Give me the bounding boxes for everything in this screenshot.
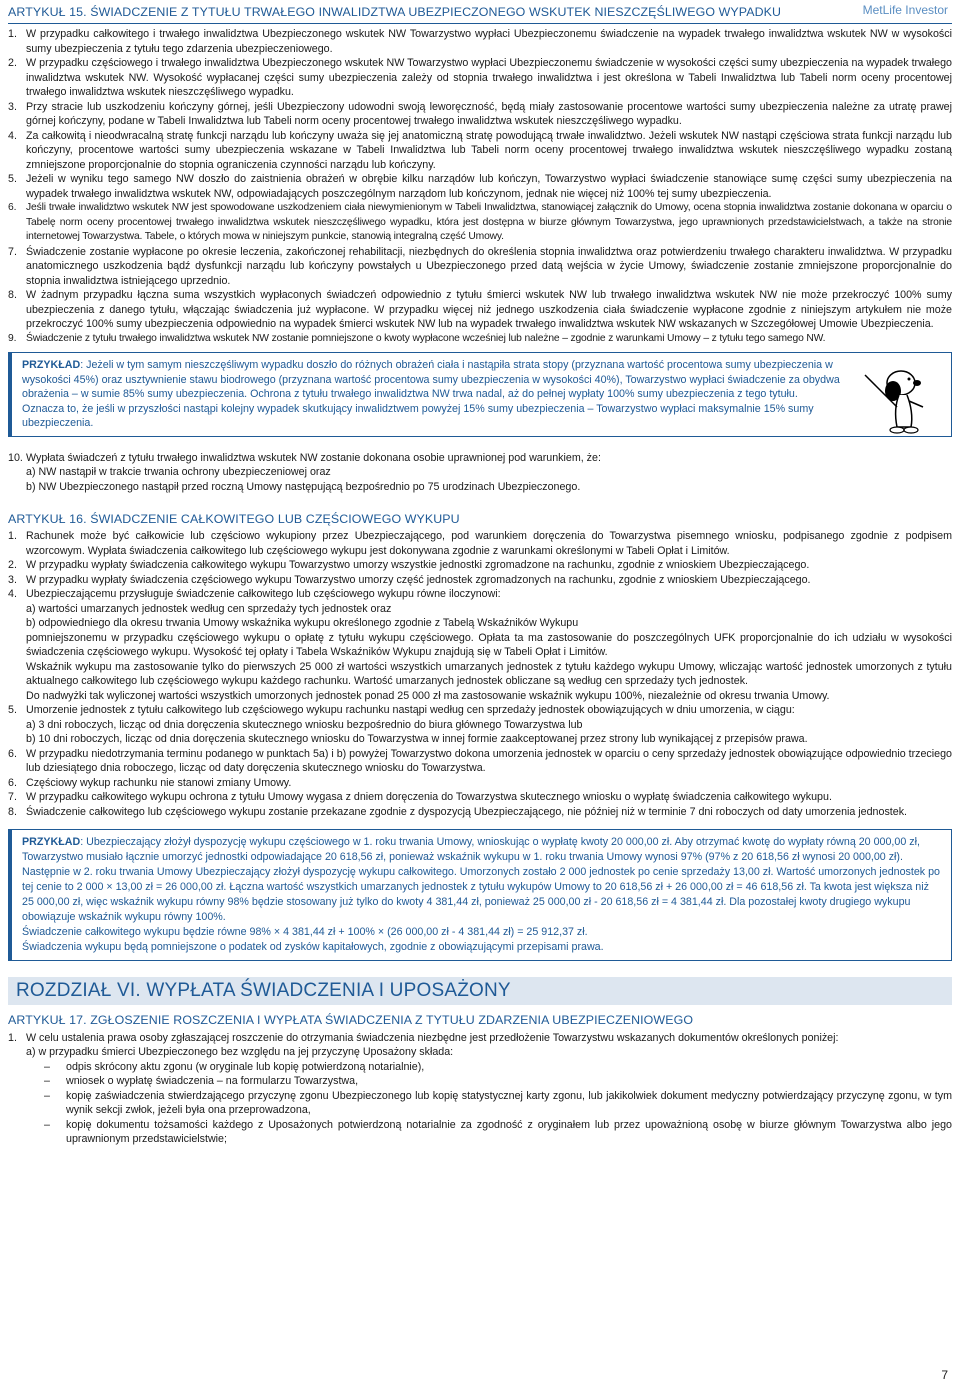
article-16-item-5-line: b) 10 dni roboczych, licząc od dnia doręczenia skutecznego wniosku do Towarzystwa w innej formie zaakceptowanej przez strony lub wynikającej z przepisów prawa. [26, 733, 808, 746]
article-15-item [8, 332, 952, 347]
article-16-item-4-line: Wskaźnik wykupu ma zastosowanie tylko do pierwszych 25 000 zł wartości wszystkich umarzanych jednostek z tytułu każdego wykupu Umowy, wliczając wartość jednostek umorzonych z tytułu aktualnego całkowitego lub częściowego wykupu każdego rachunku. Wartość umarzanych jednostek obliczane są według cen sprzedaży tych jednostek. [26, 660, 952, 688]
article-16-item [8, 529, 952, 558]
article-16-item-4-lines [8, 602, 952, 704]
article-16-item [8, 573, 952, 588]
article-16-item-text: Rachunek może być całkowicie lub częściowo wykupiony przez Ubezpieczającego, pod warunkiem doręczenia do Towarzystwa pisemnego wniosku, podpisanego zgodnie z podpisem wzorcowym. Wypłata świadczenia całkowitego lub częściowego wykupu jest dokonywana zgodnie z warunkami określonymi w Tabeli Opłat i Limitów. [26, 530, 952, 557]
article-15-item-number: 6. [8, 202, 17, 213]
article-16-item [8, 805, 952, 820]
article-15-item-text: W żadnym przypadku łączna suma wszystkich wypłaconych świadczeń odpowiednio z tytułu śmierci wskutek NW lub trwałego inwalidztwa wskutek NW nie może przekroczyć 100% sumy ubezpieczenia z danego tytułu, włączając świadczenia już wypłacone. W przypadku więcej niż jednego uszkodzenia ciała świadczenie wypłacone zgodnie z niniejszym artykułem nie może przekroczyć 100% sumy ubezpieczenia odpowiednio na wypadek śmierci wskutek NW lub na wypadek trwałego inwalidztwa wskutek NW wskazanych w Szczegółowej Umowie Ubezpieczenia. [26, 289, 952, 330]
article-16-list [8, 529, 952, 602]
article-15-item [8, 56, 952, 100]
article-15-item [8, 201, 952, 245]
example-2-line-1: : Ubezpieczający złożył dyspozycję wykupu częściowego w 1. roku trwania Umowy, wnioskując o wypłatę kwoty 20 000,00 zł. Aby otrzymać kwotę do wypłaty równą 20 000,00 zł, Towarzystwo musiało łącznie umorzyć jednostki odpowiadające 20 618,56 zł, ponieważ wskaźnik wykupu w 1. roku trwania Umowy wynosi 97% (97% z 20 618,56 zł wynosi 20 000,00 zł). [22, 836, 920, 864]
article-17-dash-list [8, 1060, 952, 1147]
article-15-item-number: 2. [8, 57, 17, 69]
snoopy-illustration [851, 361, 941, 437]
article-17-dash-item [8, 1060, 952, 1075]
example-box-2 [8, 829, 952, 960]
article-15-item-text: Za całkowitą i nieodwracalną stratę funkcji narządu lub kończyny uważa się jej anatomiczną stratę powodującą trwałe inwalidztwo. Jeżeli wskutek NW nastąpi częściowa strata funkcji narządu lub kończyny, procentowe wartości sumy ubezpieczenia wskazane w Tabeli Inwalidztwa lub Tabeli norm oceny procentowej trwałego inwalidztwa wskutek nieszczęśliwego wypadku zostaną zmniejszone proporcjonalnie do stopnia ograniczenia czynności narządu lub kończyny. [26, 129, 952, 171]
article-15-item-number: 4. [8, 129, 17, 142]
article-15-list [8, 27, 952, 346]
article-15-item-number: 3. [8, 100, 17, 113]
article-15-item-10: 10. Wypłata świadczeń z tytułu trwałego inwalidztwa wskutek NW zostanie dokonana osobie uprawnionej pod warunkiem, że: [8, 451, 601, 464]
article-16-item-4-line: Do nadwyżki tak wyliczonej wartości wszystkich umorzonych jednostek ponad 25 000 zł ma zastosowanie wskaźnik wykupu 100%, niezależnie od okresu trwania Umowy. [26, 689, 830, 702]
article-16-list-c [8, 747, 952, 820]
article-15-item-number: 8. [8, 289, 17, 301]
article-15-item-text: Przy stracie lub uszkodzeniu kończyny górnej, jeśli Ubezpieczony udowodni swoją leworęczność, będą miały zastosowanie procentowe wartości sumy ubezpieczenia należne za utratę prawej górnej kończyny, podane w Tabeli Inwalidztwa lub Tabeli norm oceny procentowej trwałego inwalidztwa wskutek nieszczęśliwego wypadku. [26, 100, 952, 127]
article-16-item-4-line: pomniejszonemu w przypadku częściowego wykupu o opłatę z tytułu wykupu częściowego. Opłata ta ma zastosowanie do poszczególnych UFK proporcjonalnie do ich udziału w wysokości świadczenia częściowego wykupu. Wysokość tej opłaty i Tabela Wskaźników Wykupu znajdują się w Tabeli Opłat i Limitów. [26, 631, 952, 659]
example-2-line-3: Świadczenie całkowitego wykupu będzie równe 98% × 4 381,44 zł + 100% × (26 000,00 zł - 4 381,44 zł) = 25 912,37 zł. [22, 925, 588, 938]
article-16-item-number: 6. [8, 776, 17, 789]
article-16-title: ARTYKUŁ 16. ŚWIADCZENIE CAŁKOWITEGO LUB CZĘŚCIOWEGO WYKUPU [8, 512, 460, 527]
dash-bullet: – [44, 1060, 50, 1073]
article-17-dash-item [8, 1118, 952, 1147]
page-number: 7 [941, 1368, 948, 1382]
article-15-item-text: Jeżeli w wyniku tego samego NW doszło do zaistnienia obrażeń w obrębie kilku narządów lub kończyn, Towarzystwo wypłaci świadczenie stanowiące sumę części sumy ubezpieczenia na wypadek trwałego inwalidztwa wskutek NW, odpowiadających poszczególnym narządom lub kończynom, jednak nie więcej niż 100% tej sumy ubezpieczenia. [26, 173, 952, 200]
article-15-item [8, 27, 952, 56]
article-16-item-text: W przypadku wypłaty świadczenia całkowitego wykupu Towarzystwo umorzy wszystkie jednostki zgromadzone na rachunku, zgodnie z wnioskiem Ubezpieczającego. [26, 559, 810, 572]
article-16-item [8, 587, 952, 602]
example-2-line-4: Świadczenia wykupu będą pomniejszone o podatek od zysków kapitałowych, zgodnie z obowiązującymi przepisami prawa. [22, 940, 604, 953]
article-15-item-10-b: b) NW Ubezpieczonego nastąpił przed roczną Umowy następującą bezpośrednio po 75 urodzinach Ubezpieczonego. [26, 480, 581, 493]
article-15-item [8, 288, 952, 332]
article-16-list-b [8, 703, 952, 718]
article-16-item-number: 4. [8, 588, 17, 601]
article-15-item [8, 129, 952, 173]
article-16-item-5-lines [8, 718, 952, 747]
article-15-item [8, 172, 952, 201]
article-17-dash-item [8, 1074, 952, 1089]
dash-bullet: – [44, 1118, 50, 1131]
article-15-item-text: Jeśli trwałe inwalidztwo wskutek NW jest spowodowane uszkodzeniem ciała niewymienionym w Tabeli Inwalidztwa, stanowiącej załącznik do Umowy, ocena stopnia inwalidztwa zostanie dokonana w oparciu o Tabelę norm oceny procentowej trwałego inwalidztwa wskutek nieszczęśliwego wypadku, która jest dostępna w biurze głównym Towarzystwa, jego uprawnionych przedstawicielstwach, a także na stronie internetowej Towarzystwa. Tabele, o których mowa w niniejszym punkcie, stanowią integralną część Umowy. [26, 202, 952, 242]
article-16-item-text: W przypadku wypłaty świadczenia częściowego wykupu Towarzystwo umorzy część jednostek zgromadzonych na rachunku, zgodnie z wnioskiem Ubezpieczającego. [26, 573, 811, 586]
article-16-item-text: Umorzenie jednostek z tytułu całkowitego lub częściowego wykupu rachunku nastąpi według cen sprzedaży jednostek obowiązujących w dniu umorzenia, w ciągu: [26, 704, 795, 717]
article-15-item-number: 1. [8, 28, 17, 40]
example-label: PRZYKŁAD [22, 359, 81, 371]
article-16-item [8, 703, 952, 718]
page-header [8, 0, 952, 21]
chapter-6-heading: ROZDZIAŁ VI. WYPŁATA ŚWIADCZENIA I UPOSAŻONY [8, 977, 952, 1005]
article-16-item-4-line: b) odpowiedniego dla okresu trwania Umowy wskaźnika wykupu określonego zgodnie z Tabelą Wskaźników Wykupu [26, 617, 579, 630]
article-16-item-text: Częściowy wykup rachunku nie stanowi zmiany Umowy. [26, 776, 292, 789]
article-16-item-4-line: a) wartości umarzanych jednostek według cen sprzedaży tych jednostek oraz [26, 602, 392, 615]
article-15-item-number: 9. [8, 332, 17, 344]
article-15-title: ARTYKUŁ 15. ŚWIADCZENIE Z TYTUŁU TRWAŁEGO INWALIDZTWA UBEZPIECZONEGO WSKUTEK NIESZCZĘŚLIWEGO WYPADKU [8, 5, 782, 19]
dash-item-text: odpis skrócony aktu zgonu (w oryginale lub kopię potwierdzoną notarialnie), [66, 1060, 425, 1073]
dash-bullet: – [44, 1089, 50, 1102]
article-16-item-5-line: a) 3 dni roboczych, licząc od dnia doręczenia skutecznego wniosku bezpośrednio do biura głównego Towarzystwa lub [26, 718, 583, 731]
article-17-item-1: 1. W celu ustalenia prawa osoby zgłaszającej roszczenie do otrzymania świadczenia niezbędne jest przedłożenie Towarzystwu wskazanych dokumentów określonych poniżej: [8, 1031, 839, 1044]
article-16-item-number: 2. [8, 559, 17, 572]
article-16-item-text: W przypadku niedotrzymania terminu podanego w punktach 5a) i b) powyżej Towarzystwo dokona umorzenia jednostek w oparciu o ceny sprzedaży jednostek obowiązujące odpowiednio trzeciego lub dziesiątego dnia roboczego, licząc od daty doręczenia skutecznego wniosku do Towarzystwa. [26, 747, 952, 775]
example-box-1 [8, 352, 952, 437]
article-16-item-number: 1. [8, 530, 17, 543]
article-16-item [8, 747, 952, 776]
article-16-item-text: Ubezpieczającemu przysługuje świadczenie całkowitego lub częściowego wykupu równe iloczynowi: [26, 588, 501, 601]
article-16-item-number: 8. [8, 805, 17, 818]
dash-item-text: kopię dokumentu tożsamości każdego z Uposażonych potwierdzoną notarialnie za zgodność z oryginałem lub przez upoważnioną osobę w biurze głównym Towarzystwa albo jego uprawnionym przedstawicielstwie; [66, 1118, 952, 1146]
article-15-item-text: Świadczenie z tytułu trwałego inwalidztwa wskutek NW zostanie pomniejszone o kwoty wypłacone wcześniej lub należne – zgodnie z warunkami Umowy – z tytułu tego samego NW. [26, 332, 826, 344]
article-15-item-number: 5. [8, 173, 17, 185]
article-17-title: ARTYKUŁ 17. ZGŁOSZENIE ROSZCZENIA I WYPŁATA ŚWIADCZENIA Z TYTUŁU ZDARZENIA UBEZPIECZENIOWEGO [8, 1012, 694, 1027]
example-2-line-2: Następnie w 2. roku trwania Umowy Ubezpieczający złożył dyspozycję wykupu całkowitego. Umorzonych zostało 2 000 jednostek po cenie sprzedaży 13,00 zł. Wartość umorzonych jednostek po tej cenie to 2 000 × 13,00 zł = 26 000,00 zł. Łączna wartość wszystkich umarzanych jednostek z tytułu wykupów Umowy to 20 618,56 zł + 26 000,00 zł = 46 618,56 zł. Ta kwota jest większa niż 25 000,00 zł, więc wskaźnik wykupu równy 98% będzie stosowany już tylko do kwoty 4 381,44 zł, ponieważ 25 000,00 zł - 20 618,56 zł = 4 381,44 zł. Dla pozostałej kwoty drugiego wykupu obowiązuje wskaźnik wykupu równy 100%. [22, 866, 940, 923]
article-15-item-text: W przypadku całkowitego i trwałego inwalidztwa Ubezpieczonego wskutek NW Towarzystwo wypłaci Ubezpieczonemu świadczenie na wypadek trwałego inwalidztwa wskutek NW w wysokości sumy ubezpieczenia z tytułu tego zdarzenia ubezpieczeniowego. [26, 28, 952, 55]
article-16-item [8, 776, 952, 791]
article-16-item-number: 6. [8, 747, 17, 760]
brand-name: MetLife Investor [862, 3, 948, 17]
article-16-item-text: Świadczenie całkowitego lub częściowego wykupu zostanie przekazane zgodnie z dyspozycją Ubezpieczającego, nie później niż w terminie 7 dni roboczych od daty umorzenia jednostek. [26, 805, 908, 818]
article-17-dash-item [8, 1089, 952, 1118]
dash-item-text: wniosek o wypłatę świadczenia – na formularzu Towarzystwa, [66, 1075, 359, 1088]
article-16-item-text: W przypadku całkowitego wykupu ochrona z tytułu Umowy wygasa z dniem doręczenia do Towarzystwa skutecznego wniosku o wypłatę świadczenia całkowitego wykupu. [26, 791, 832, 804]
article-17-item-1-a: a) w przypadku śmierci Ubezpieczonego bez względu na jej przyczynę Uposażony składa: [26, 1046, 454, 1059]
article-16-item-number: 5. [8, 704, 17, 717]
article-16-item [8, 790, 952, 805]
article-15-item-text: W przypadku częściowego i trwałego inwalidztwa Ubezpieczonego wskutek NW Towarzystwo wypłaci Ubezpieczonemu świadczenie w wysokości części sumy ubezpieczenia na wypadek trwałego inwalidztwa wskutek NW. Wysokość wypłacanej części sumy ubezpieczenia zależy od stopnia trwałego inwalidztwa i jest określona w Tabeli Inwalidztwa lub Tabeli norm oceny procentowej trwałego inwalidztwa wskutek nieszczęśliwego wypadku. [26, 57, 952, 98]
article-15-item [8, 100, 952, 129]
article-16-item-number: 7. [8, 791, 17, 804]
header-rule [8, 23, 952, 24]
dash-bullet: – [44, 1075, 50, 1088]
example-text: : Jeżeli w tym samym nieszczęśliwym wypadku doszło do różnych obrażeń ciała i nastąpiła strata stopy (przyznana wartość procentowa sumy ubezpieczenia w wysokości 45%) oraz usztywnienie stawu biodrowego (przyznana wartość procentowa sumy ubezpieczenia w wysokości 40%), Towarzystwo wypłaci świadczenie za obydwa obrażenia – w sumie 85% sumy ubezpieczenia. Ochrona z tytułu trwałego inwalidztwa NW trwa nadal, aż do pełnej wypłaty 100% sumy ubezpieczenia z tego tytułu. Oznacza to, że jeśli w przyszłości nastąpi kolejny wypadek skutkujący inwalidztwem powyżej 15% sumy ubezpieczenia – Towarzystwo wypłaci maksymalnie 15% sumy ubezpieczenia. [22, 359, 840, 430]
article-16-item-number: 3. [8, 573, 17, 586]
article-15-item-number: 7. [8, 245, 17, 258]
article-15-item [8, 245, 952, 289]
article-15-item-text: Świadczenie zostanie wypłacone po okresie leczenia, zakończonej rehabilitacji, niezbędnych do określenia stopnia inwalidztwa oraz potwierdzeniu trwałego charakteru inwalidztwa. W przypadku anatomicznego uszkodzenia bądź dysfunkcji narządu lub kończyny powstałych u Ubezpieczonego przed datą wejścia w życie Umowy, świadczenie zostanie zmniejszone proporcjonalnie do stopnia inwalidztwa istniejącego uprzednio. [26, 245, 952, 287]
example-2-label: PRZYKŁAD [22, 836, 81, 849]
article-15-item-10-a: a) NW nastąpił w trakcie trwania ochrony ubezpieczeniowej oraz [26, 466, 331, 479]
dash-item-text: kopię zaświadczenia stwierdzającego przyczynę zgonu Ubezpieczonego lub kopię statystycznej karty zgonu, lub jakikolwiek dokument medyczny potwierdzający przyczynę zgonu, w tym wynik sekcji zwłok, jeżeli była ona przeprowadzona, [66, 1089, 952, 1117]
article-16-item [8, 558, 952, 573]
